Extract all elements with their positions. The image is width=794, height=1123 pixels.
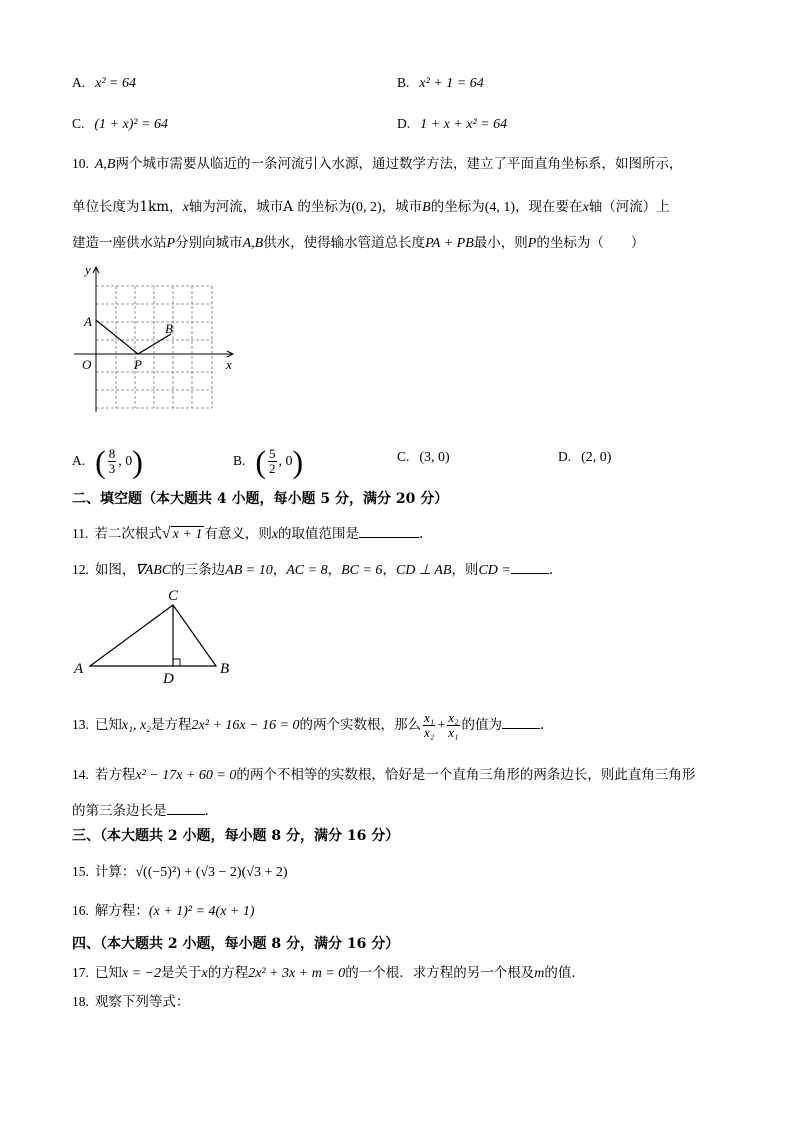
q16: 16. 解方程：(x + 1)² = 4(x + 1) — [72, 903, 255, 919]
y-axis-label: y — [85, 262, 91, 277]
q10-option-b: B. ( $\frac{5}{2}$ , 0) — [233, 443, 304, 480]
origin-label: O — [82, 357, 92, 372]
q14-line-1: 14. 若方程x² − 17x + 60 = 0的两个不相等的实数根，恰好是一个直角三角形的两条边长，则此直角三角形 — [72, 767, 696, 783]
pipeline-path — [96, 320, 171, 354]
q10-option-a: A. ( $\frac{8}{3}$ , 0) — [72, 443, 143, 480]
foot-d-label: D — [163, 671, 174, 685]
q12-answer-blank — [511, 561, 549, 574]
q9-option-b: B. x² + 1 = 64 — [397, 75, 484, 91]
grid-lines — [96, 286, 212, 408]
q10-line-3: 建造一座供水站P分别向城市A,B供水，使得输水管道总长度PA + PB最小，则P的坐标为（ ） — [72, 235, 645, 251]
q18: 18. 观察下列等式： — [72, 994, 190, 1010]
q10-line-2: 单位长度为1km，x轴为河流，城市A 的坐标为(0, 2)，城市B的坐标为(4, 1)，现在要在x轴（河流）上 — [72, 199, 670, 215]
q15: 15. 计算：√((−5)²) + (√3 − 2)(√3 + 2) — [72, 864, 288, 880]
q10-option-c: C. (3, 0) — [397, 449, 450, 465]
vertex-b-label: B — [220, 661, 230, 677]
q9-option-c: C. (1 + x)² = 64 — [72, 116, 169, 132]
q10-coordinate-graph — [72, 262, 242, 417]
q13-answer-blank — [502, 716, 540, 729]
section-2-heading: 二、填空题（本大题共 4 小题，每小题 5 分，满分 20 分） — [72, 491, 449, 507]
q17: 17. 已知x = −2是关于x的方程2x² + 3x + m = 0的一个根．求方程的另一个根及m的值． — [72, 965, 585, 981]
vertex-a-label: A — [74, 661, 84, 677]
q11-answer-blank — [359, 525, 419, 538]
q14-answer-blank — [167, 802, 205, 815]
q14-line-2: 的第三条边长是 . — [72, 803, 209, 819]
q13: 13. 已知x₁, x₂是方程2x² + 16x − 16 = 0的两个实数根，那么 $\frac{\text{x₁}}{\text{x₂}}$ + $\frac{\text{x₂}}{\text{x₁}}$ 的值为 . — [72, 710, 545, 740]
point-b-label: B — [165, 321, 173, 336]
q12-triangle-figure — [70, 585, 240, 685]
q9-option-d: D. 1 + x + x² = 64 — [397, 116, 508, 132]
vertex-c-label: C — [167, 588, 179, 604]
q11: 11. 若二次根式√ x + 1 有意义，则x的取值范围是 . — [72, 525, 424, 542]
point-p-label: P — [134, 357, 142, 372]
point-a-label: A — [84, 314, 92, 329]
section-3-heading: 三、（本大题共 2 小题，每小题 8 分，满分 16 分） — [72, 828, 400, 844]
section-4-heading: 四、（本大题共 2 小题，每小题 8 分，满分 16 分） — [72, 936, 400, 952]
q9-option-a: A. x² = 64 — [72, 75, 136, 91]
x-axis-label: x — [226, 357, 232, 372]
q12: 12. 如图，∇ABC的三条边AB = 10，AC = 8，BC = 6，CD ⊥ AB，则CD = . — [72, 562, 554, 578]
q10-option-d: D. (2, 0) — [558, 449, 612, 465]
q10-line-1: 10. A,B两个城市需要从临近的一条河流引入水源，通过数学方法，建立了平面直角坐标系，如图所示， — [72, 156, 683, 172]
